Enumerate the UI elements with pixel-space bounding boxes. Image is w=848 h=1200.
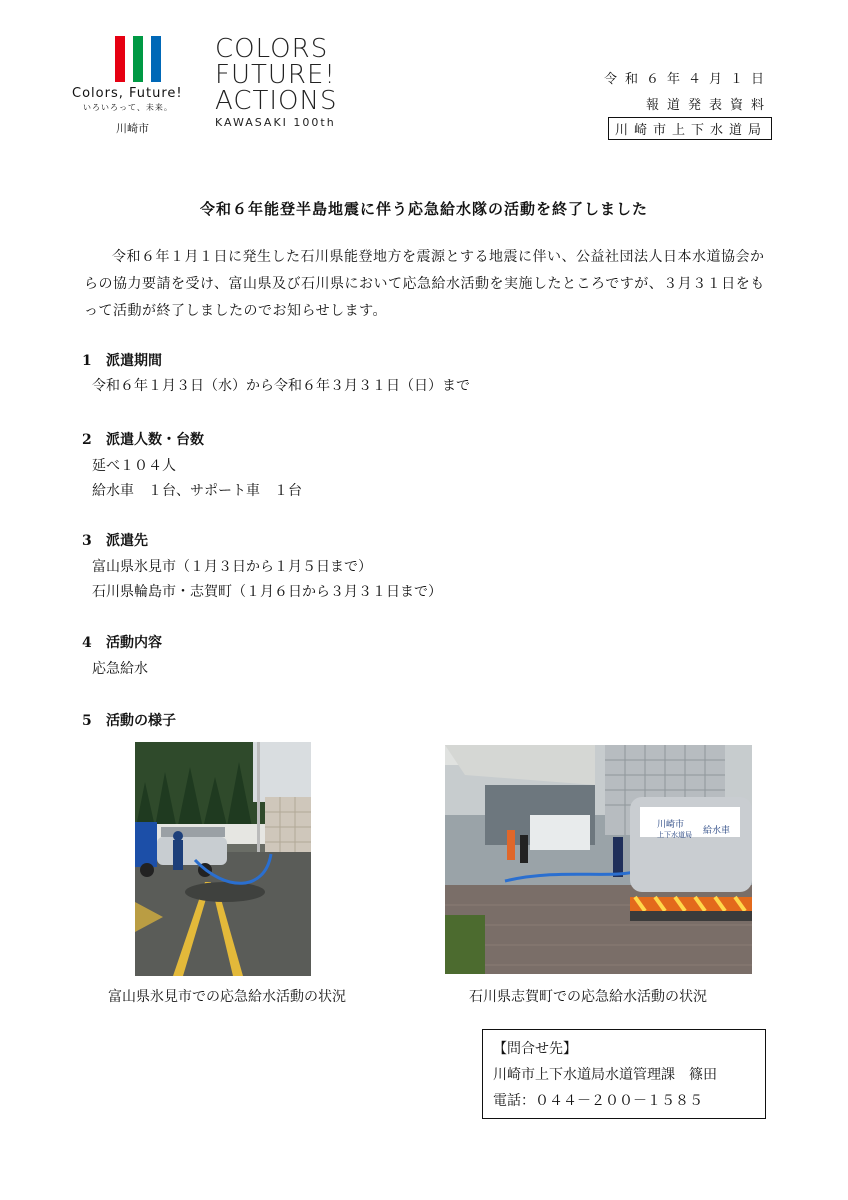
cfa-line-2: FUTURE! [215, 60, 336, 90]
section-3-title: 3 派遣先 [82, 533, 148, 549]
release-date: 令和６年４月１日 [603, 72, 772, 87]
truck-label-bureau: 上下水道局 [657, 831, 692, 839]
cfa-line-1: COLORS [215, 34, 329, 64]
cfa-subtitle: KAWASAKI 100th [215, 116, 336, 129]
logo-slogan-sub: いろいろって、未来。 [83, 103, 173, 112]
section-2-line-2: 給水車 １台、サポート車 １台 [92, 483, 302, 499]
section-5-title: 5 活動の様子 [82, 713, 176, 729]
photo-1-caption: 富山県氷見市での応急給水活動の状況 [108, 989, 346, 1005]
section-2-title: 2 派遣人数・台数 [82, 432, 204, 448]
photo-shika-water-supply [445, 745, 752, 974]
cfa-logo [215, 36, 337, 114]
cfa-line-3: ACTIONS [215, 86, 338, 116]
department-box: 川崎市上下水道局 [608, 117, 772, 140]
document-type: 報道発表資料 [645, 98, 772, 113]
photo-2-caption: 石川県志賀町での応急給水活動の状況 [469, 989, 707, 1005]
logo-slogan: Colors, Future! [72, 86, 183, 101]
photo-himi-water-supply [135, 742, 311, 976]
section-1-title: 1 派遣期間 [82, 353, 162, 369]
contact-heading: 【問合せ先】 [493, 1041, 577, 1057]
kawasaki-logo-mark [113, 36, 165, 82]
section-4-title: 4 活動内容 [82, 635, 162, 651]
section-3-line-1: 富山県氷見市（１月３日から１月５日まで） [92, 559, 372, 575]
truck-label-type: 給水車 [703, 826, 731, 836]
intro-paragraph: 令和６年１月１日に発生した石川県能登地方を震源とする地震に伴い、公益社団法人日本水道協会からの協力要請を受け、富山県及び石川県において応急給水活動を実施したところですが、３月３１日をもって活動が終了しましたのでお知らせします。 [84, 249, 765, 319]
section-3-line-2: 石川県輪島市・志賀町（１月６日から３月３１日まで） [92, 584, 442, 600]
page-title: 令和６年能登半島地震に伴う応急給水隊の活動を終了しました [199, 200, 648, 218]
contact-box [482, 1029, 766, 1119]
section-4-line: 応急給水 [92, 661, 148, 677]
logo-city-name: 川崎市 [116, 122, 149, 135]
contact-department: 川崎市上下水道局水道管理課 篠田 [493, 1067, 717, 1083]
section-1-line: 令和６年１月３日（水）から令和６年３月３１日（日）まで [92, 378, 470, 394]
section-2-line-1: 延べ１０４人 [92, 458, 176, 474]
truck-label-city: 川崎市 [657, 820, 685, 830]
contact-phone: 電話：０４４－２００－１５８５ [493, 1093, 703, 1109]
